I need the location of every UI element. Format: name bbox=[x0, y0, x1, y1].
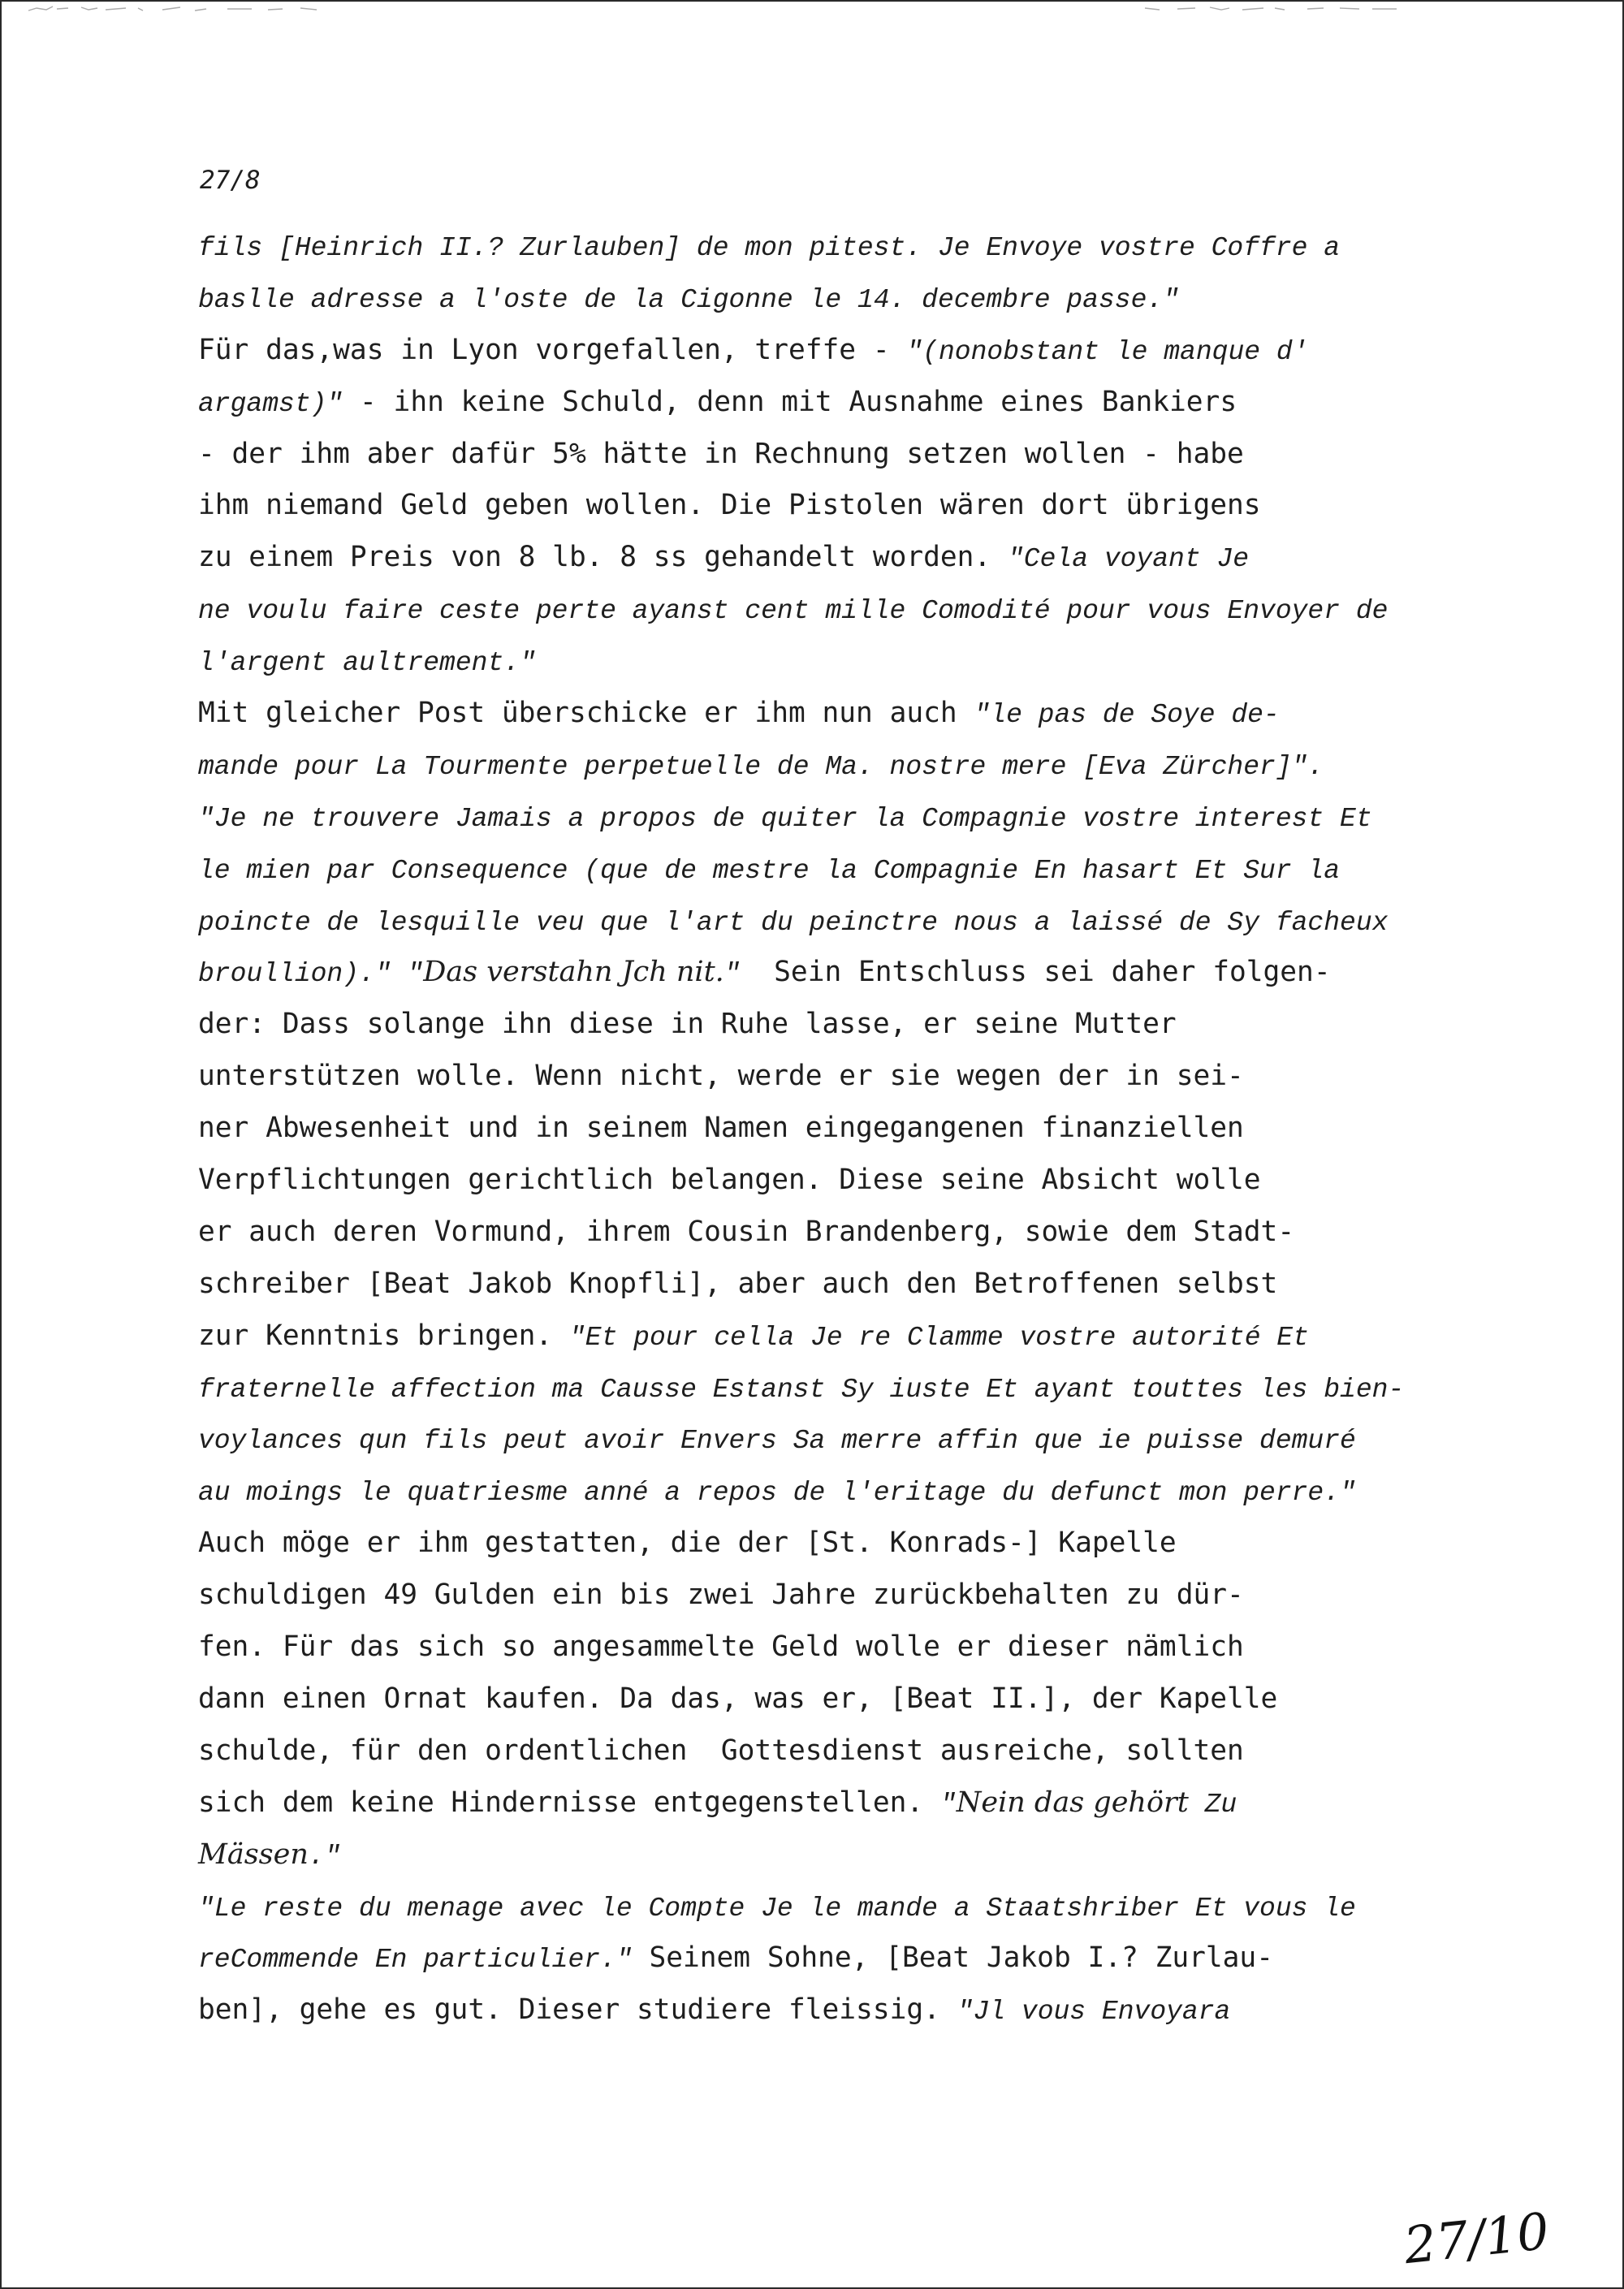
text-line bbox=[198, 1570, 1481, 1622]
text-line bbox=[198, 1311, 1481, 1363]
text-line bbox=[198, 584, 1481, 636]
text-line bbox=[198, 1777, 1481, 1829]
text-line bbox=[198, 896, 1481, 948]
german-text: Auch möge er ihm gestatten, die der [St. Konrads-] Kapelle bbox=[198, 1527, 1177, 1560]
german-text: Seinem Sohne, [Beat Jakob I.? Zurlau- bbox=[632, 1941, 1273, 1975]
text-line bbox=[198, 1363, 1481, 1414]
text-line bbox=[198, 1622, 1481, 1674]
french-quote-text: "Le reste du menage avec le Compte Je le mande a Staatshriber Et vous le bbox=[198, 1893, 1356, 1924]
french-quote-text: mande pour La Tourmente perpetuelle de Ma. nostre mere [Eva Zürcher]". bbox=[198, 751, 1324, 782]
french-quote-text: "Jl vous Envoyara bbox=[957, 1997, 1231, 2028]
french-quote-text: baslle adresse a l'oste de la Cigonne le 14. decembre passe." bbox=[198, 284, 1179, 315]
french-quote-text: fils [Heinrich II.? Zurlauben] de mon pitest. Je Envoye vostre Coffre a bbox=[198, 233, 1341, 263]
french-quote-text: le mien par Consequence (que de mestre la Compagnie En hasart Et Sur la bbox=[198, 855, 1341, 886]
french-quote-text: "Et pour cella Je re Clamme vostre autorité Et bbox=[568, 1322, 1309, 1353]
german-text: - ihn keine Schuld, denn mit Ausnahme eines Bankiers bbox=[343, 385, 1237, 418]
french-quote-text: argamst)" bbox=[198, 388, 343, 419]
text-line bbox=[198, 1985, 1481, 2036]
text-line bbox=[198, 1103, 1481, 1155]
german-text: ner Abwesenheit und in seinem Namen eingegangenen finanziellen bbox=[198, 1112, 1244, 1145]
handwritten-insert: Das verstahn Jch nit. bbox=[423, 956, 724, 989]
text-line bbox=[198, 1259, 1481, 1311]
french-quote-text: broullion)." " bbox=[198, 959, 424, 990]
handwritten-insert: Mässen bbox=[198, 1838, 309, 1871]
french-quote-text: " bbox=[723, 959, 741, 990]
french-quote-text: l'argent aultrement." bbox=[198, 648, 536, 679]
text-line bbox=[198, 947, 1481, 999]
text-line bbox=[198, 377, 1481, 429]
text-line bbox=[198, 792, 1481, 844]
text-line bbox=[198, 429, 1481, 481]
text-line bbox=[198, 1518, 1481, 1570]
text-line bbox=[198, 688, 1481, 740]
german-text: er auch deren Vormund, ihrem Cousin Brandenberg, sowie dem Stadt- bbox=[198, 1215, 1295, 1248]
german-text: - der ihm aber dafür 5% hätte in Rechnung setzen wollen - habe bbox=[198, 437, 1244, 470]
scan-artifact-marks bbox=[24, 3, 1421, 15]
german-text: Mit gleicher Post überschicke er ihm nun auch bbox=[198, 697, 974, 730]
page-reference: 27/8 bbox=[200, 166, 261, 195]
french-quote-text: Zu bbox=[1188, 1789, 1237, 1820]
text-line bbox=[198, 532, 1481, 584]
text-line bbox=[198, 1881, 1481, 1933]
german-text: fen. Für das sich so angesammelte Geld wolle er dieser nämlich bbox=[198, 1630, 1244, 1664]
german-text: zu einem Preis von 8 lb. 8 ss gehandelt worden. bbox=[198, 541, 1008, 574]
german-text: unterstützen wolle. Wenn nicht, werde er sie wegen der in sei- bbox=[198, 1060, 1244, 1093]
text-line bbox=[198, 1466, 1481, 1518]
french-quote-text: voylances qun fils peut avoir Envers Sa merre affin que ie puisse demuré bbox=[198, 1426, 1356, 1457]
text-line bbox=[198, 1829, 1481, 1881]
german-text: der: Dass solange ihn diese in Ruhe lasse, er seine Mutter bbox=[198, 1008, 1177, 1041]
text-line bbox=[198, 480, 1481, 532]
german-text: schuldigen 49 Gulden ein bis zwei Jahre zurückbehalten zu dür- bbox=[198, 1579, 1244, 1612]
text-line bbox=[198, 999, 1481, 1051]
german-text: ben], gehe es gut. Dieser studiere fleissig. bbox=[198, 1993, 957, 2027]
french-quote-text: "Je ne trouvere Jamais a propos de quiter la Compagnie vostre interest Et bbox=[198, 803, 1372, 834]
french-quote-text: poincte de lesquille veu que l'art du peinctre nous a laissé de Sy facheux bbox=[198, 907, 1389, 938]
german-text: ihm niemand Geld geben wollen. Die Pistolen wären dort übrigens bbox=[198, 489, 1261, 522]
german-text: Sein Entschluss sei daher folgen- bbox=[740, 956, 1331, 989]
german-text: dann einen Ornat kaufen. Da das, was er, [Beat II.], der Kapelle bbox=[198, 1682, 1278, 1715]
german-text: Verpflichtungen gerichtlich belangen. Diese seine Absicht wolle bbox=[198, 1164, 1261, 1197]
french-quote-text: "Cela voyant Je bbox=[1008, 544, 1250, 575]
french-quote-text: reCommende En particulier." bbox=[198, 1945, 633, 1976]
text-line bbox=[198, 1155, 1481, 1207]
text-line bbox=[198, 1725, 1481, 1777]
french-quote-text: fraternelle affection ma Causse Estanst Sy iuste Et ayant touttes les bien- bbox=[198, 1374, 1405, 1405]
french-quote-text: ne voulu faire ceste perte ayanst cent mille Comodité pour vous Envoyer de bbox=[198, 596, 1389, 627]
french-quote-text: "le pas de Soye de- bbox=[974, 700, 1280, 731]
german-text: schreiber [Beat Jakob Knopfli], aber auch den Betroffenen selbst bbox=[198, 1267, 1278, 1300]
text-line bbox=[198, 740, 1481, 792]
body-text bbox=[198, 221, 1481, 2036]
text-line bbox=[198, 221, 1481, 273]
handwritten-insert: Nein das gehört bbox=[956, 1786, 1189, 1819]
french-quote-text: " bbox=[939, 1789, 957, 1820]
german-text: Für das,was in Lyon vorgefallen, treffe - bbox=[198, 333, 907, 366]
french-quote-text: au moings le quatriesme anné a repos de l'eritage du defunct mon perre." bbox=[198, 1478, 1356, 1509]
text-line bbox=[198, 1207, 1481, 1259]
text-line bbox=[198, 844, 1481, 896]
text-line bbox=[198, 1051, 1481, 1103]
german-text: zur Kenntnis bringen. bbox=[198, 1319, 569, 1352]
french-quote-text: ." bbox=[308, 1841, 341, 1872]
text-line bbox=[198, 1414, 1481, 1466]
text-line bbox=[198, 636, 1481, 688]
text-line bbox=[198, 273, 1481, 325]
german-text: schulde, für den ordentlichen Gottesdienst ausreiche, sollten bbox=[198, 1734, 1244, 1767]
text-line bbox=[198, 1674, 1481, 1725]
german-text: sich dem keine Hindernisse entgegenstellen. bbox=[198, 1786, 940, 1819]
french-quote-text: "(nonobstant le manque d' bbox=[906, 336, 1309, 367]
text-line bbox=[198, 325, 1481, 377]
folio-number: 27/10 bbox=[1401, 2200, 1553, 2276]
text-line bbox=[198, 1933, 1481, 1985]
